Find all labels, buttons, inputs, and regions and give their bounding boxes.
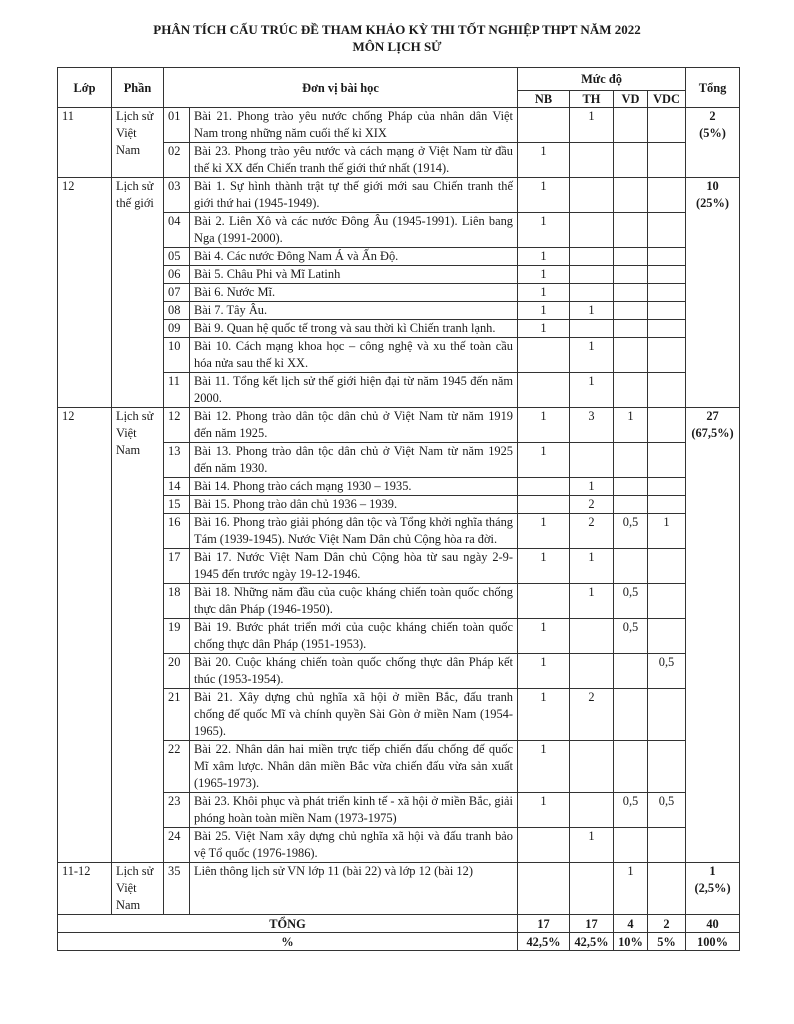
row-number: 05 bbox=[164, 248, 190, 266]
percent-vd: 10% bbox=[614, 933, 648, 951]
row-number: 08 bbox=[164, 302, 190, 320]
vd-cell: 1 bbox=[614, 863, 648, 915]
row-number: 14 bbox=[164, 478, 190, 496]
th-cell: 1 bbox=[570, 338, 614, 373]
phan-cell: Lịch sử thế giới bbox=[112, 178, 164, 408]
th-cell bbox=[570, 443, 614, 478]
th-cell: 1 bbox=[570, 478, 614, 496]
vd-cell bbox=[614, 213, 648, 248]
vdc-cell bbox=[648, 143, 686, 178]
lesson-cell: Bài 20. Cuộc kháng chiến toàn quốc chống thực dân Pháp kết thúc (1953-1954). bbox=[190, 654, 518, 689]
row-number: 22 bbox=[164, 741, 190, 793]
th-cell: 1 bbox=[570, 302, 614, 320]
header-lop: Lớp bbox=[58, 68, 112, 108]
row-number: 04 bbox=[164, 213, 190, 248]
row-number: 11 bbox=[164, 373, 190, 408]
header-phan: Phần bbox=[112, 68, 164, 108]
vd-cell bbox=[614, 108, 648, 143]
th-cell bbox=[570, 213, 614, 248]
table-row bbox=[58, 863, 740, 915]
vdc-cell: 1 bbox=[648, 514, 686, 549]
vdc-cell bbox=[648, 549, 686, 584]
lesson-cell: Bài 17. Nước Việt Nam Dân chủ Cộng hòa từ sau ngày 2-9-1945 đến trước ngày 19-12-1946. bbox=[190, 549, 518, 584]
header-muc-do: Mức độ bbox=[518, 68, 686, 91]
vdc-cell bbox=[648, 338, 686, 373]
table-row bbox=[58, 178, 740, 213]
nb-cell: 1 bbox=[518, 654, 570, 689]
total-th: 17 bbox=[570, 915, 614, 933]
group-total-percent: (5%) bbox=[699, 126, 726, 140]
vd-cell bbox=[614, 689, 648, 741]
vd-cell bbox=[614, 549, 648, 584]
lesson-cell: Bài 23. Phong trào yêu nước và cách mạng ở Việt Nam từ đầu thế kỉ XX đến Chiến tranh thế giới thứ nhất (1914). bbox=[190, 143, 518, 178]
th-cell bbox=[570, 654, 614, 689]
lop-cell: 11 bbox=[58, 108, 112, 178]
vd-cell bbox=[614, 443, 648, 478]
vdc-cell bbox=[648, 213, 686, 248]
th-cell: 1 bbox=[570, 108, 614, 143]
vdc-cell bbox=[648, 478, 686, 496]
vd-cell bbox=[614, 828, 648, 863]
th-cell: 2 bbox=[570, 689, 614, 741]
document-subtitle: MÔN LỊCH SỬ bbox=[352, 39, 442, 54]
vdc-cell bbox=[648, 584, 686, 619]
header-th: TH bbox=[570, 91, 614, 108]
percent-tong: 100% bbox=[686, 933, 740, 951]
group-total-cell bbox=[686, 178, 740, 408]
lesson-cell: Bài 14. Phong trào cách mạng 1930 – 1935. bbox=[190, 478, 518, 496]
row-number: 20 bbox=[164, 654, 190, 689]
lesson-cell: Bài 25. Việt Nam xây dựng chủ nghĩa xã hội và đấu tranh bảo vệ Tổ quốc (1976-1986). bbox=[190, 828, 518, 863]
th-cell bbox=[570, 178, 614, 213]
nb-cell bbox=[518, 863, 570, 915]
lesson-cell: Bài 18. Những năm đầu của cuộc kháng chiến toàn quốc chống thực dân Pháp (1946-1950). bbox=[190, 584, 518, 619]
nb-cell: 1 bbox=[518, 741, 570, 793]
header-vd: VD bbox=[614, 91, 648, 108]
row-number: 13 bbox=[164, 443, 190, 478]
vdc-cell: 0,5 bbox=[648, 654, 686, 689]
percent-nb: 42,5% bbox=[518, 933, 570, 951]
row-number: 21 bbox=[164, 689, 190, 741]
vd-cell: 1 bbox=[614, 408, 648, 443]
vd-cell bbox=[614, 266, 648, 284]
vd-cell: 0,5 bbox=[614, 793, 648, 828]
phan-cell: Lịch sử Việt Nam bbox=[112, 863, 164, 915]
table-row bbox=[58, 108, 740, 143]
th-cell bbox=[570, 741, 614, 793]
nb-cell: 1 bbox=[518, 549, 570, 584]
nb-cell: 1 bbox=[518, 320, 570, 338]
lesson-cell: Bài 22. Nhân dân hai miền trực tiếp chiến đấu chống đế quốc Mĩ xâm lược. Nhân dân miền Bắc vừa chiến đấu vừa sản xuất (1965-1973). bbox=[190, 741, 518, 793]
group-total-percent: (25%) bbox=[695, 196, 730, 210]
group-total: 1 bbox=[709, 864, 716, 878]
vd-cell bbox=[614, 320, 648, 338]
vd-cell bbox=[614, 284, 648, 302]
nb-cell: 1 bbox=[518, 213, 570, 248]
header-nb: NB bbox=[518, 91, 570, 108]
nb-cell: 1 bbox=[518, 408, 570, 443]
row-number: 02 bbox=[164, 143, 190, 178]
lop-cell: 12 bbox=[58, 178, 112, 408]
th-cell bbox=[570, 266, 614, 284]
th-cell bbox=[570, 143, 614, 178]
row-number: 17 bbox=[164, 549, 190, 584]
group-total: 10 bbox=[706, 179, 719, 193]
nb-cell: 1 bbox=[518, 793, 570, 828]
nb-cell: 1 bbox=[518, 443, 570, 478]
lesson-cell: Bài 15. Phong trào dân chủ 1936 – 1939. bbox=[190, 496, 518, 514]
th-cell: 1 bbox=[570, 828, 614, 863]
vd-cell bbox=[614, 338, 648, 373]
vdc-cell bbox=[648, 373, 686, 408]
lop-cell: 11-12 bbox=[58, 863, 112, 915]
row-number: 12 bbox=[164, 408, 190, 443]
phan-cell: Lịch sử Việt Nam bbox=[112, 108, 164, 178]
total-label: TỔNG bbox=[58, 915, 518, 933]
vdc-cell bbox=[648, 741, 686, 793]
group-total: 2 bbox=[709, 109, 716, 123]
lop-cell: 12 bbox=[58, 408, 112, 863]
percent-th: 42,5% bbox=[570, 933, 614, 951]
row-number: 16 bbox=[164, 514, 190, 549]
nb-cell: 1 bbox=[518, 302, 570, 320]
th-cell: 1 bbox=[570, 584, 614, 619]
lesson-cell: Bài 16. Phong trào giải phóng dân tộc và Tổng khởi nghĩa tháng Tám (1939-1945). Nước Việt Nam Dân chủ Cộng hòa ra đời. bbox=[190, 514, 518, 549]
group-total-percent: (2,5%) bbox=[694, 881, 731, 895]
lesson-cell: Bài 12. Phong trào dân tộc dân chủ ở Việt Nam từ năm 1919 đến năm 1925. bbox=[190, 408, 518, 443]
structure-table bbox=[57, 67, 740, 951]
nb-cell: 1 bbox=[518, 514, 570, 549]
lesson-cell: Bài 13. Phong trào dân tộc dân chủ ở Việt Nam từ năm 1925 đến năm 1930. bbox=[190, 443, 518, 478]
header-vdc: VDC bbox=[648, 91, 686, 108]
vdc-cell bbox=[648, 619, 686, 654]
nb-cell bbox=[518, 373, 570, 408]
header-don-vi: Đơn vị bài học bbox=[164, 68, 518, 108]
percent-label: % bbox=[58, 933, 518, 951]
nb-cell: 1 bbox=[518, 178, 570, 213]
th-cell bbox=[570, 320, 614, 338]
lesson-cell: Bài 10. Cách mạng khoa học – công nghệ và xu thế toàn cầu hóa nửa sau thế kỉ XX. bbox=[190, 338, 518, 373]
row-number: 09 bbox=[164, 320, 190, 338]
row-number: 07 bbox=[164, 284, 190, 302]
nb-cell: 1 bbox=[518, 266, 570, 284]
lesson-cell: Bài 2. Liên Xô và các nước Đông Âu (1945-1991). Liên bang Nga (1991-2000). bbox=[190, 213, 518, 248]
percent-vdc: 5% bbox=[648, 933, 686, 951]
total-vd: 4 bbox=[614, 915, 648, 933]
th-cell bbox=[570, 863, 614, 915]
group-total-percent: (67,5%) bbox=[691, 426, 734, 440]
th-cell bbox=[570, 619, 614, 654]
vd-cell bbox=[614, 178, 648, 213]
th-cell: 2 bbox=[570, 496, 614, 514]
vdc-cell bbox=[648, 443, 686, 478]
lesson-cell: Liên thông lịch sử VN lớp 11 (bài 22) và lớp 12 (bài 12) bbox=[190, 863, 518, 915]
vdc-cell bbox=[648, 828, 686, 863]
lesson-cell: Bài 23. Khôi phục và phát triển kinh tế - xã hội ở miền Bắc, giải phóng hoàn toàn miền Nam (1973-1975) bbox=[190, 793, 518, 828]
vdc-cell bbox=[648, 108, 686, 143]
phan-cell: Lịch sử Việt Nam bbox=[112, 408, 164, 863]
th-cell: 1 bbox=[570, 549, 614, 584]
nb-cell bbox=[518, 496, 570, 514]
vd-cell bbox=[614, 373, 648, 408]
vd-cell bbox=[614, 478, 648, 496]
vdc-cell bbox=[648, 496, 686, 514]
row-number: 23 bbox=[164, 793, 190, 828]
row-number: 10 bbox=[164, 338, 190, 373]
vd-cell bbox=[614, 143, 648, 178]
document-title: PHÂN TÍCH CẤU TRÚC ĐỀ THAM KHẢO KỲ THI TỐT NGHIỆP THPT NĂM 2022 bbox=[153, 22, 641, 37]
row-number: 01 bbox=[164, 108, 190, 143]
vd-cell bbox=[614, 741, 648, 793]
vdc-cell bbox=[648, 284, 686, 302]
lesson-cell: Bài 19. Bước phát triển mới của cuộc kháng chiến toàn quốc chống thực dân Pháp (1951-1953). bbox=[190, 619, 518, 654]
vd-cell: 0,5 bbox=[614, 514, 648, 549]
nb-cell bbox=[518, 478, 570, 496]
vd-cell bbox=[614, 496, 648, 514]
vdc-cell: 0,5 bbox=[648, 793, 686, 828]
row-number: 03 bbox=[164, 178, 190, 213]
vdc-cell bbox=[648, 248, 686, 266]
row-number: 24 bbox=[164, 828, 190, 863]
row-number: 06 bbox=[164, 266, 190, 284]
vdc-cell bbox=[648, 863, 686, 915]
lesson-cell: Bài 21. Phong trào yêu nước chống Pháp của nhân dân Việt Nam trong những năm cuối thế kỉ XIX bbox=[190, 108, 518, 143]
vdc-cell bbox=[648, 689, 686, 741]
vdc-cell bbox=[648, 266, 686, 284]
table-row bbox=[58, 408, 740, 443]
group-total: 27 bbox=[706, 409, 719, 423]
vd-cell: 0,5 bbox=[614, 584, 648, 619]
lesson-cell: Bài 21. Xây dựng chủ nghĩa xã hội ở miền Bắc, đấu tranh chống đế quốc Mĩ và chính quyền Sài Gòn ở miền Nam (1954-1965). bbox=[190, 689, 518, 741]
lesson-cell: Bài 4. Các nước Đông Nam Á và Ấn Độ. bbox=[190, 248, 518, 266]
nb-cell: 1 bbox=[518, 619, 570, 654]
nb-cell bbox=[518, 108, 570, 143]
vdc-cell bbox=[648, 302, 686, 320]
table-body bbox=[58, 108, 740, 915]
row-number: 35 bbox=[164, 863, 190, 915]
vdc-cell bbox=[648, 178, 686, 213]
nb-cell: 1 bbox=[518, 248, 570, 266]
th-cell: 3 bbox=[570, 408, 614, 443]
header-tong: Tổng bbox=[686, 68, 740, 108]
group-total-cell bbox=[686, 108, 740, 178]
vd-cell: 0,5 bbox=[614, 619, 648, 654]
total-nb: 17 bbox=[518, 915, 570, 933]
th-cell: 1 bbox=[570, 373, 614, 408]
nb-cell bbox=[518, 584, 570, 619]
total-row bbox=[58, 915, 740, 933]
row-number: 18 bbox=[164, 584, 190, 619]
th-cell: 2 bbox=[570, 514, 614, 549]
total-vdc: 2 bbox=[648, 915, 686, 933]
lesson-cell: Bài 6. Nước Mĩ. bbox=[190, 284, 518, 302]
group-total-cell bbox=[686, 863, 740, 915]
nb-cell: 1 bbox=[518, 284, 570, 302]
vdc-cell bbox=[648, 408, 686, 443]
th-cell bbox=[570, 248, 614, 266]
nb-cell bbox=[518, 338, 570, 373]
lesson-cell: Bài 5. Châu Phi và Mĩ Latinh bbox=[190, 266, 518, 284]
total-tong: 40 bbox=[686, 915, 740, 933]
nb-cell: 1 bbox=[518, 143, 570, 178]
vdc-cell bbox=[648, 320, 686, 338]
th-cell bbox=[570, 793, 614, 828]
lesson-cell: Bài 9. Quan hệ quốc tế trong và sau thời kì Chiến tranh lạnh. bbox=[190, 320, 518, 338]
row-number: 15 bbox=[164, 496, 190, 514]
lesson-cell: Bài 1. Sự hình thành trật tự thế giới mới sau Chiến tranh thế giới thứ hai (1945-1949). bbox=[190, 178, 518, 213]
nb-cell: 1 bbox=[518, 689, 570, 741]
nb-cell bbox=[518, 828, 570, 863]
lesson-cell: Bài 7. Tây Âu. bbox=[190, 302, 518, 320]
vd-cell bbox=[614, 302, 648, 320]
vd-cell bbox=[614, 654, 648, 689]
lesson-cell: Bài 11. Tổng kết lịch sử thế giới hiện đại từ năm 1945 đến năm 2000. bbox=[190, 373, 518, 408]
vd-cell bbox=[614, 248, 648, 266]
th-cell bbox=[570, 284, 614, 302]
group-total-cell bbox=[686, 408, 740, 863]
percent-row bbox=[58, 933, 740, 951]
row-number: 19 bbox=[164, 619, 190, 654]
